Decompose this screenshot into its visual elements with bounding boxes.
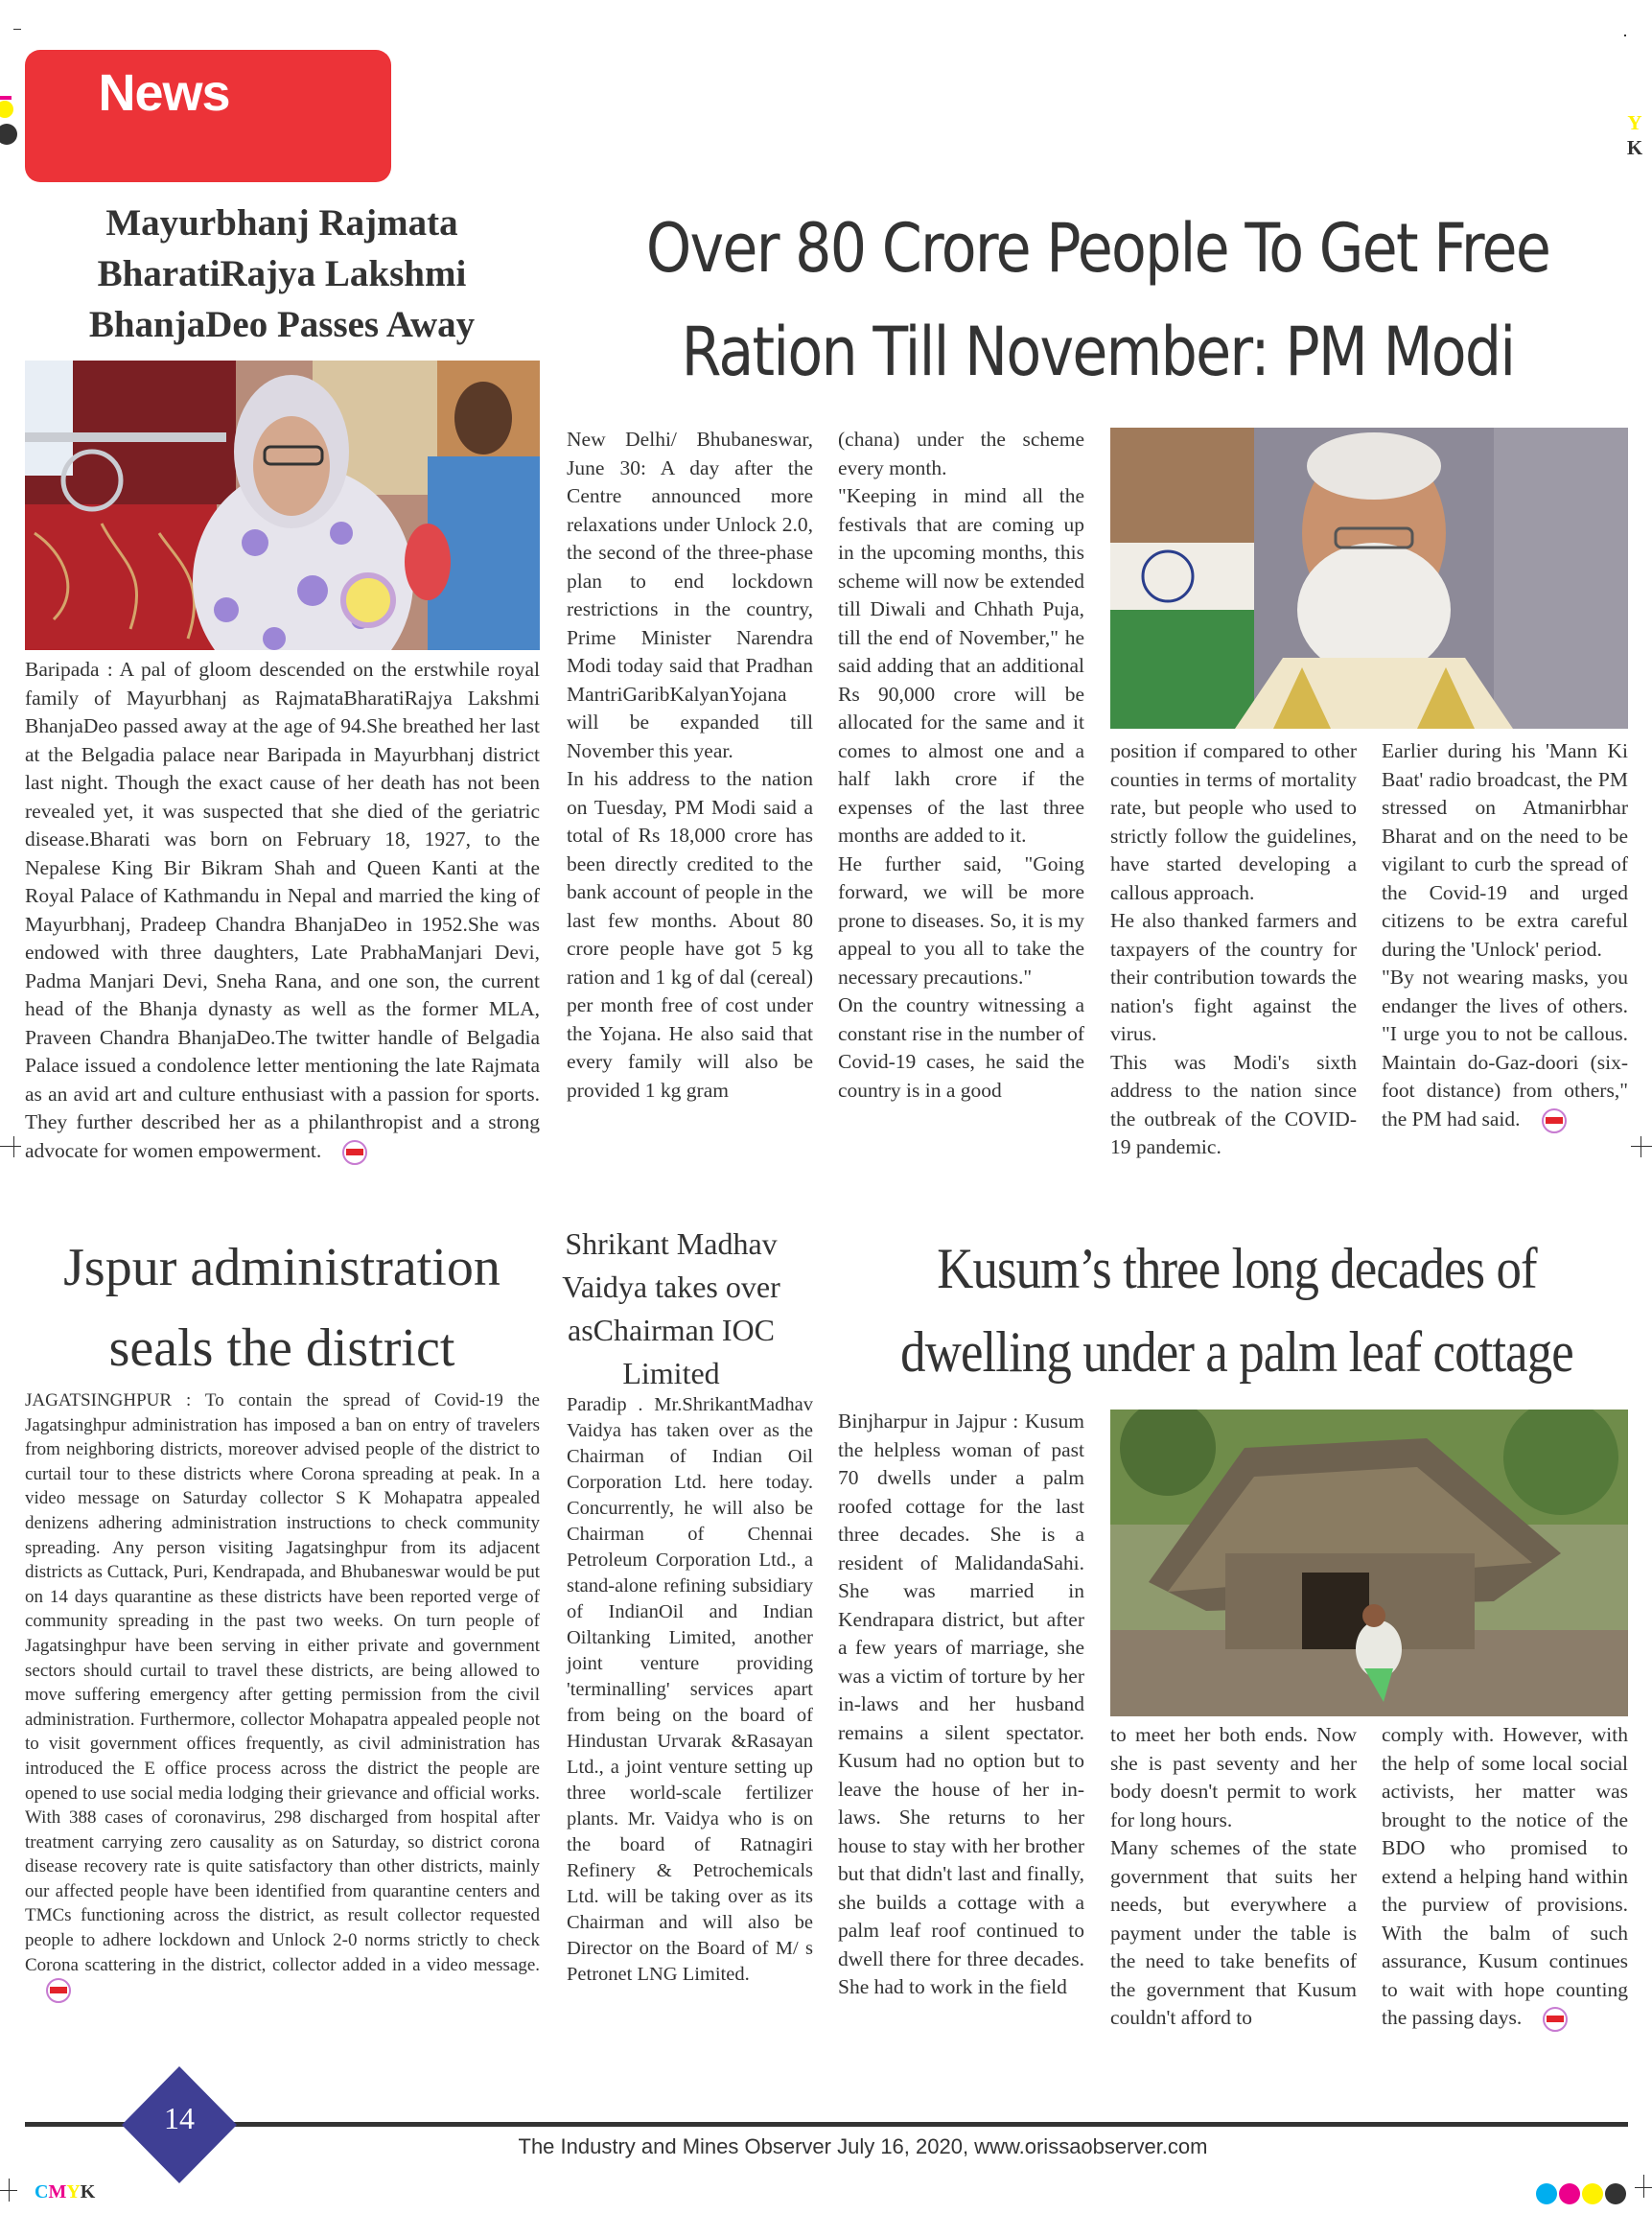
crop-mark [1624,35,1626,36]
vaidya-body-text: Paradip . Mr.ShrikantMadhav Vaidya has taken over as the Chairman of Indian Oil Corporation Ltd. here today. Concurrently, he will also be Chairman of Chennai Petroleum Corporation Ltd., a stand-alone refining subsidiary of IndianOil and Indian Oiltanking Limited, another joint venture providing 'terminalling' services apart from being on the board of Hindustan Urvarak &Rasayan Ltd., a joint venture setting up three world-scale fertilizer plants. Mr. Vaidya who is on the board of Ratnagiri Refinery & Petrochemicals Ltd. will be taking over as its Chairman and will also be Director on the Board of M/ s Petronet LNG Limited. [567,1394,813,1985]
cmyk-letter: C [35,2181,49,2202]
section-tab-news [25,50,391,182]
footer-rule [25,2122,1628,2127]
crop-mark [0,1146,21,1147]
crop-mark [1631,1146,1652,1147]
palm-leaf-hut-photo [1110,1410,1628,1716]
registration-letter-k: K [1626,136,1643,159]
ration-paragraph: "Keeping in mind all the festivals that are coming up in the upcoming months, this scheme will now be extended till Diwali and Chhath Puja, till the end of November," he said adding that an additional Rs 90,000 crore will be allocated for the same and it comes to almost one and a half lakh crore if the expenses of the last three months are added to it. [838,484,1084,847]
kusum-paragraph: to meet her both ends. Now she is past seventy and her body doesn't permit to work for long hours. [1110,1723,1357,1831]
jspur-headline [19,1227,545,1388]
kusum-column-3 [1382,1721,1628,2033]
page-number: 14 [164,2101,195,2135]
ration-column-2 [838,426,1084,1105]
crop-mark [1640,1136,1641,1157]
ration-headline [632,197,1564,404]
pm-modi-photo [1110,428,1628,729]
crop-mark [13,29,21,30]
ration-paragraph: New Delhi/ Bhubaneswar, June 30: A day after the Centre announced more relaxations under Unlock 2.0, the second of the three-phase plan to end lockdown restrictions in the country, Prime Minister Narendra Modi today said that Pradhan MantriGaribKalyanYojana will be expanded till November this year. [567,428,813,762]
jspur-headline-line-2: seals the district [108,1318,455,1378]
ration-headline-line-2: Ration Till November: PM Modi [681,313,1515,391]
ration-paragraph: On the country witnessing a constant rise in the number of Covid-19 cases, he said the country is in a good [838,993,1084,1102]
ration-paragraph: (chana) under the scheme every month. [838,428,1084,479]
crop-mark [9,2179,10,2202]
crop-mark [13,1136,14,1157]
registration-letter-y: Y [1627,111,1642,134]
registration-dots-bottom-right [1536,2181,1628,2204]
cmyk-label-text [35,2181,95,2202]
tmo-end-mark-icon [1542,1108,1567,1133]
kusum-headline-line-2: dwelling under a palm leaf cottage [900,1320,1573,1384]
rajmata-body-text: Baripada : A pal of gloom descended on the erstwhile royal family of Mayurbhanj as RajmataBharatiRajya Lakshmi BhanjaDeo passed away at the age of 94.She breathed her last at the Belgadia palace near Baripada in Mayurbhanj district last night. Though the exact cause of her death has not been revealed yet, it was suspected that she died of the geriatric disease.Bharati was born on February 18, 1927, to the Nepalese King Bir Bikram Shah and Queen Kanti at the Royal Palace of Kathmandu in Nepal and married the king of Mayurbhanj, Pradeep Chandra BhanjaDeo in 1952.She was endowed with three daughters, Late PrabhaManjari Devi, Padma Manjari Devi, Sneha Rana, and one son, the current head of the Bhanja dynasty as well as the former MLA, Praveen Chandra BhanjaDeo.The twitter handle of Belgadia Palace issued a condolence letter mentioning the late Rajmata as an avid art and culture enthusiast with a passion for sports. They further described her as a philanthropist and a strong advocate for women empowerment. [25,658,540,1162]
jspur-headline-line-1: Jspur administration [63,1238,500,1297]
registration-letters-top-right [1625,110,1644,160]
ration-column-1 [567,426,813,1105]
cmyk-label [35,2181,95,2203]
kusum-paragraph: Binjharpur in Jajpur : Kusum the helpless woman of past 70 dwells under a palm roofed cottage for the last three decades. She is a resident of MalidandaSahi. She was married in Kendrapara district, but after a few years of marriage, she was a victim of torture by her in-laws and her husband remains a silent spectator. Kusum had no option but to leave the house of her in-laws. She returns to her house to stay with her brother but that didn't last and finally, she builds a cottage with a palm leaf roof continued to dwell there for three decades. She had to work in the field [838,1410,1084,1998]
cmyk-letter: K [80,2181,96,2202]
kusum-headline-line-1: Kusum’s three long decades of [937,1237,1537,1300]
cmyk-letter: Y [66,2181,81,2202]
kusum-headline [878,1227,1595,1394]
kusum-paragraph: Many schemes of the state government that suits her needs, but everywhere a payment under the table is the need to take benefits of the government that Kusum couldn't afford to [1110,1836,1357,2029]
vaidya-headline: Shrikant Madhav Vaidya takes over asChairman IOC Limited [562,1226,780,1390]
ration-headline-line-1: Over 80 Crore People To Get Free [645,209,1550,288]
tmo-end-mark-icon [1543,2007,1568,2032]
ration-paragraph: "By not wearing masks, you endanger the lives of others. "I urge you to not be callous. Maintain do-Gaz-doori (six-foot distance) from others," the PM had said. [1382,966,1628,1130]
footer-publication-line: The Industry and Mines Observer July 16, 2020, www.orissaobserver.com [518,2134,1208,2158]
rajmata-headline: Mayurbhanj Rajmata BharatiRajya Lakshmi BhanjaDeo Passes Away [88,202,476,345]
ration-column-4 [1382,737,1628,1133]
section-tab-label: News [98,64,230,122]
tmo-end-mark-icon [342,1140,367,1165]
kusum-paragraph: comply with. However, with the help of some local social activists, her matter was brought to the notice of the BDO who promised to extend a helping hand within the purview of provisions. With the balm of such assurance, Kusum continues to wait with hope counting the passing days. [1382,1723,1628,2029]
ration-paragraph: This was Modi's sixth address to the nation since the outbreak of the COVID-19 pandemic. [1110,1050,1357,1158]
jspur-body-text: JAGATSINGHPUR : To contain the spread of Covid-19 the Jagatsinghpur administration has imposed a ban on entry of travelers from neighboring districts, moreover advised people of the district to curtail tour to these districts where Corona spreading at peak. In a video message on Saturday collector S K Mohapatra appealed denizens adhering administration instructions to check community spreading. Any person visiting Jagatsinghpur from its adjacent districts as Cuttack, Puri, Kendrapada, and Bhubaneswar would be put on 14 days quarantine as these districts have been reported verge of community spreading in the past two weeks. On turn people of Jagatsinghpur have been serving in either private and government sectors should curtail to travel these districts, are being allowed to move suffering emergency after getting permission from the civil administration. Furthermore, collector Mohapatra appealed people not to visit government offices frequently, as civil administration has introduced the E office process across the district the people are opened to use social media lodging their grievance and official works. With 388 cases of coronavirus, 298 discharged from hospital after treatment carrying zero causality as on Saturday, so district corona disease recovery rate is quite satisfactory than other districts, mainly our affected people have been identified from quarantine centers and TMCs functioning across the district, as result collector requested people to adhere lockdown and Unlock 2-0 norms strictly to check Corona scattering in the district, collector added in a video message. [25,1390,540,1975]
ration-column-3 [1110,737,1357,1162]
crop-mark [1643,2175,1644,2198]
kusum-column-1 [838,1408,1084,2002]
ration-paragraph: He also thanked farmers and taxpayers of the country for their contribution towards the nation's fight against the virus. [1110,909,1357,1045]
elderly-woman-photo [25,361,540,650]
ration-paragraph: In his address to the nation on Tuesday, PM Modi said a total of Rs 18,000 crore has been directly credited to the bank account of people in the last few months. About 80 crore people have got 5 kg ration and 1 kg of dal (cereal) per month free of cost under the Yojana. He also said that every family will also be provided 1 kg gram [567,767,813,1102]
ration-paragraph: position if compared to other counties in terms of mortality rate, but people who used to strictly follow the guidelines, have started developing a callous approach. [1110,739,1357,904]
kusum-column-2 [1110,1721,1357,2033]
rajmata-article-body [25,656,540,1165]
jspur-article-body [25,1388,540,2003]
vaidya-article-body [567,1392,813,1988]
registration-dots-left [0,96,19,153]
tmo-end-mark-icon [46,1978,71,2003]
cmyk-letter: M [48,2181,67,2202]
ration-paragraph: Earlier during his 'Mann Ki Baat' radio broadcast, the PM stressed on Atmanirbhar Bharat and on the need to be vigilant to curb the spread of the Covid-19 and urged citizens to be extra careful during the 'Unlock' period. [1382,739,1628,961]
ration-paragraph: He further said, "Going forward, we will be more prone to diseases. So, it is my appeal to you all to take the necessary precautions." [838,851,1084,989]
